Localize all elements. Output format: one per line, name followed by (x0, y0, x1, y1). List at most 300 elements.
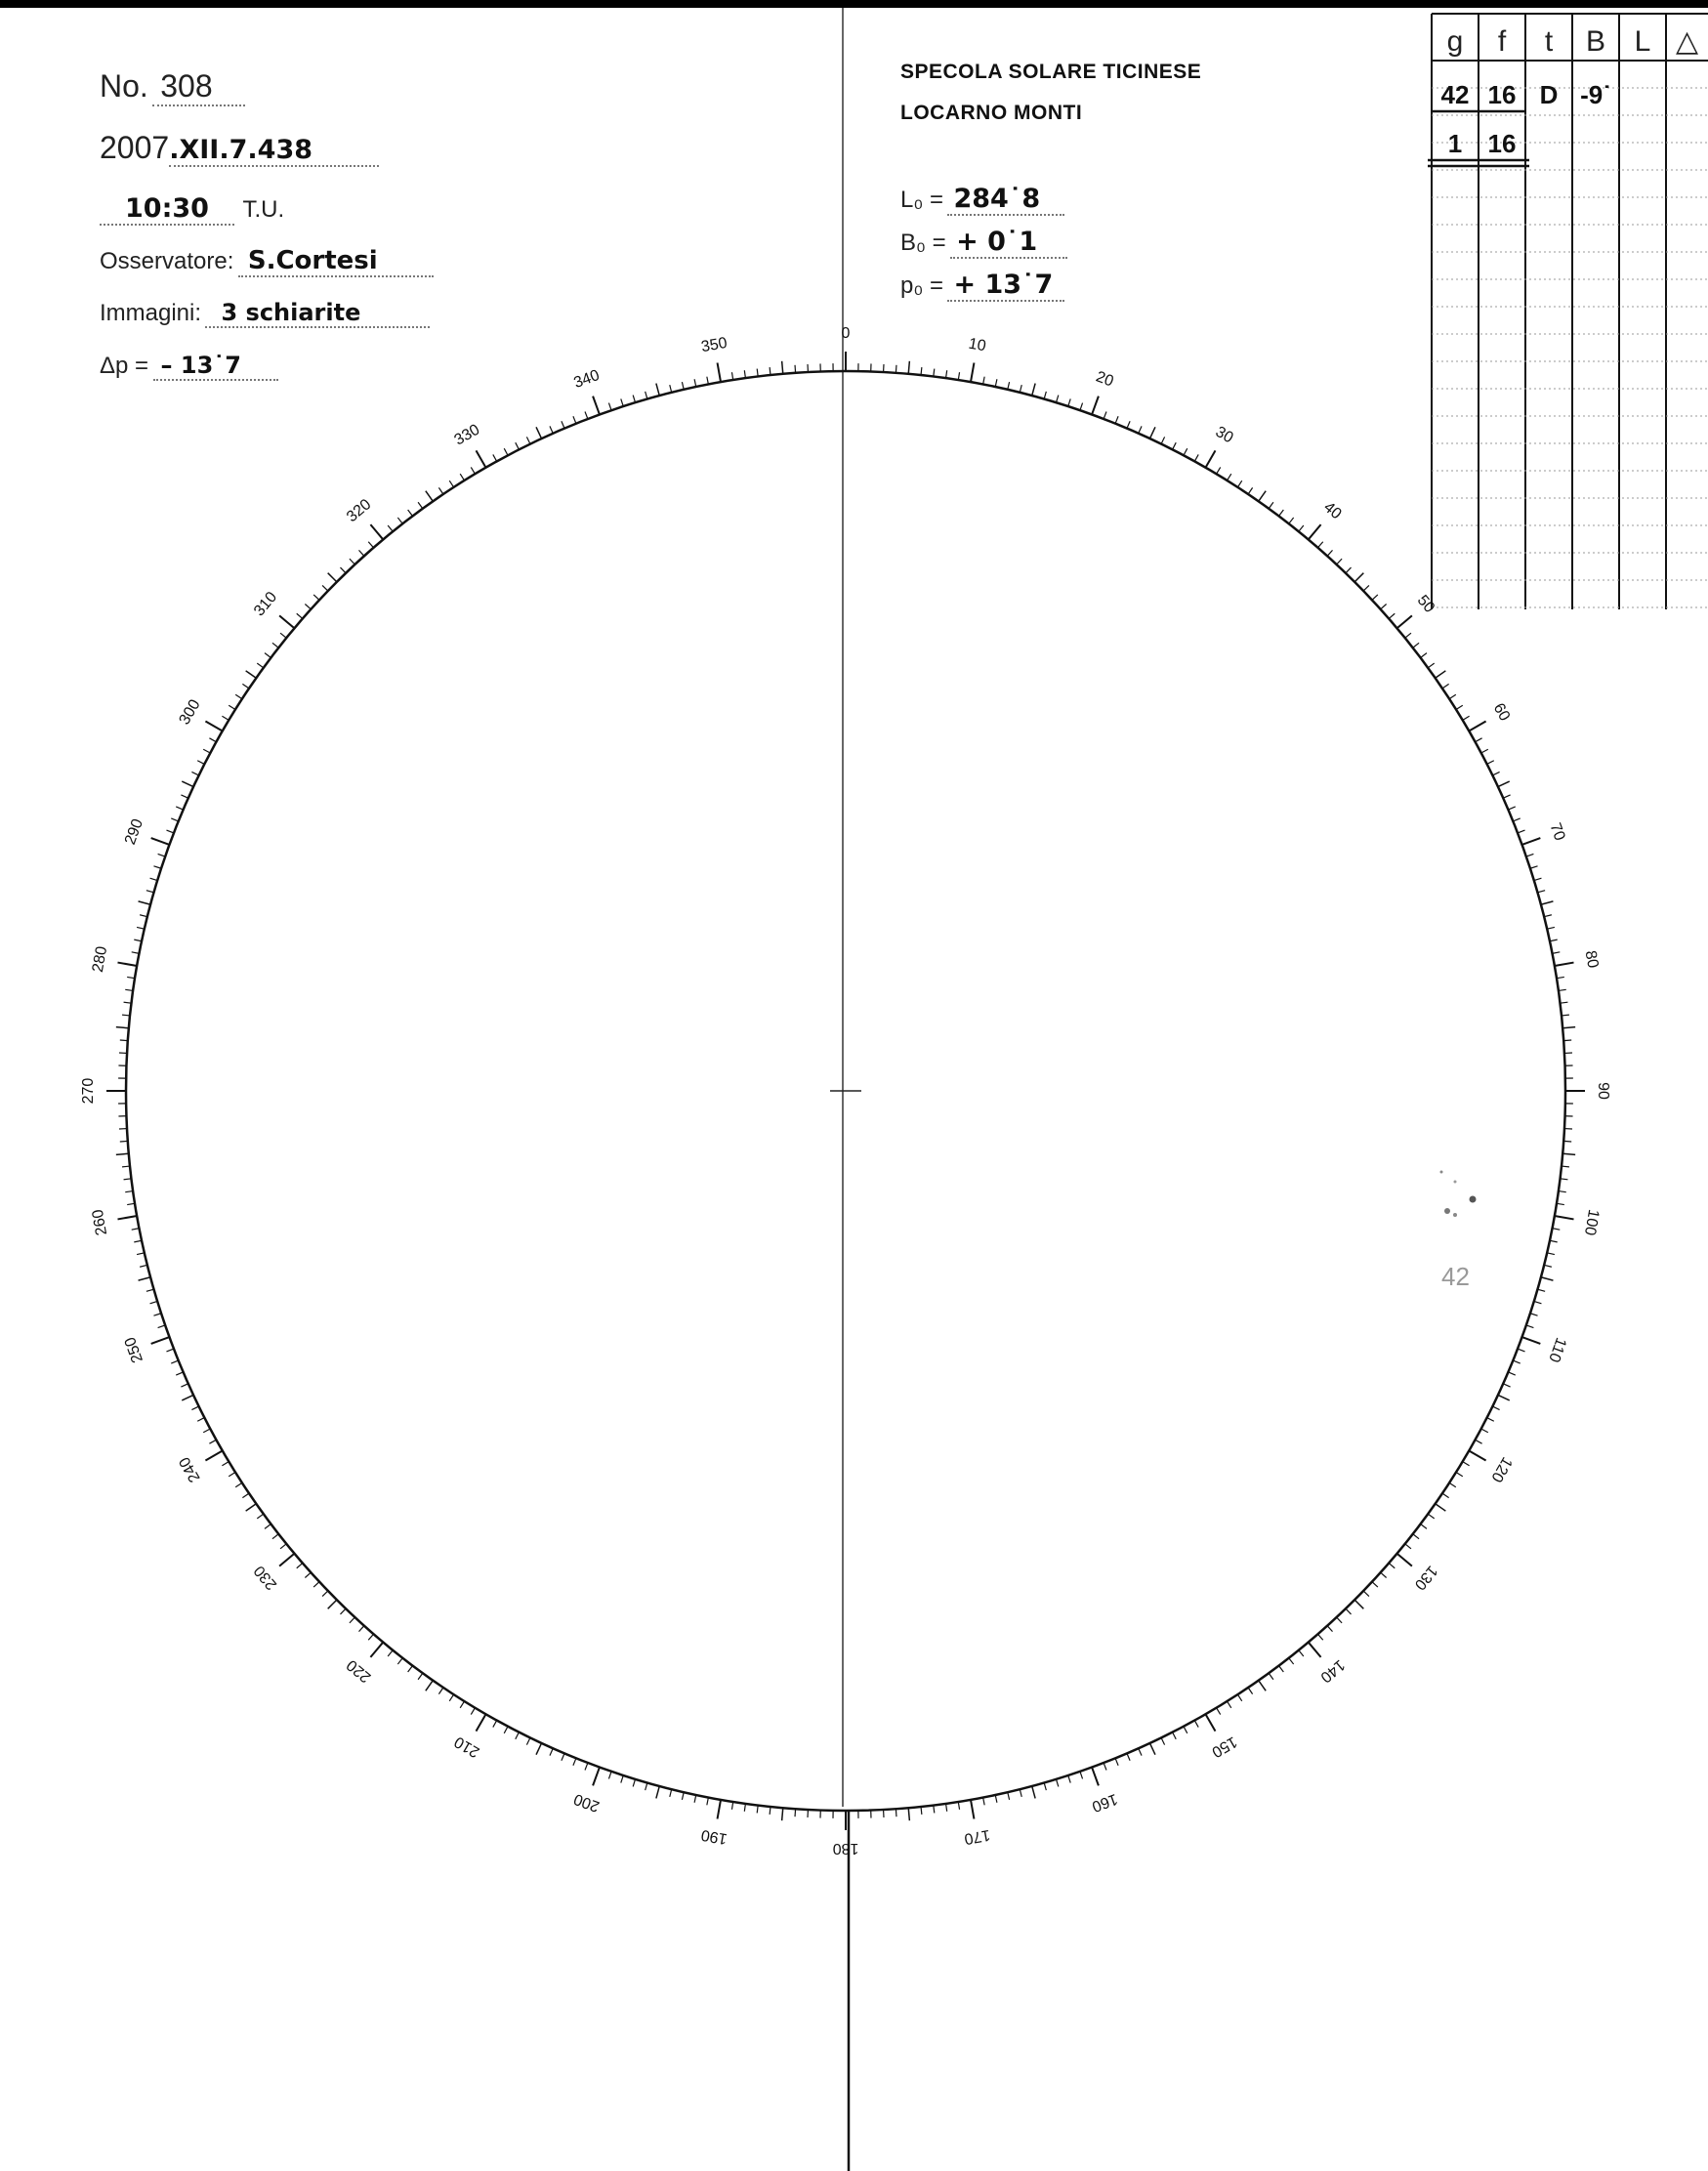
dial-tick (460, 474, 464, 480)
dial-tick (182, 781, 193, 786)
dial-tick (934, 1806, 935, 1814)
dial-tick (682, 1792, 684, 1800)
dial-tick (370, 1643, 383, 1657)
dial-tick (1363, 1591, 1369, 1597)
table-header-cell: t (1544, 25, 1554, 58)
dial-tick (1279, 1666, 1284, 1672)
dial-tick (1139, 426, 1142, 433)
dial-tick (1552, 952, 1560, 954)
dial-tick (1068, 398, 1070, 406)
dial-tick (1389, 1564, 1395, 1568)
dial-tick (203, 749, 210, 753)
dial-tick (1421, 1524, 1427, 1529)
dial-tick (1269, 502, 1273, 508)
delta-p-label: Δp = (100, 353, 149, 379)
dial-tick (1372, 1582, 1378, 1587)
dial-tick (477, 450, 486, 467)
dial-tick (438, 1688, 442, 1694)
dial-tick (656, 1786, 659, 1799)
dial-label: 210 (451, 1733, 483, 1761)
dial-label: 120 (1487, 1453, 1516, 1485)
dial-tick (744, 370, 745, 378)
dial-label: 270 (80, 1077, 98, 1105)
dial-label: 130 (1410, 1562, 1440, 1594)
dial-tick (1534, 878, 1542, 880)
dial-tick (718, 1800, 721, 1819)
dial-tick (460, 1701, 464, 1708)
table-header-cell: L (1634, 25, 1651, 58)
dial-tick (340, 567, 346, 573)
dial-tick (1537, 891, 1545, 893)
dial-tick (908, 361, 909, 374)
dial-tick (1518, 830, 1524, 833)
table-cell: 16 (1487, 129, 1517, 158)
dial-tick (1127, 1753, 1130, 1760)
dial-tick (1127, 421, 1130, 428)
dial-tick (265, 653, 271, 658)
dial-tick (449, 480, 453, 487)
heliographic-dial (80, 8, 1611, 2171)
dial-tick (477, 1714, 486, 1731)
dial-tick (449, 1694, 453, 1701)
sunspot (1440, 1171, 1443, 1174)
dial-tick (707, 1797, 709, 1805)
dial-label: 250 (121, 1334, 147, 1365)
dial-tick (526, 1737, 530, 1744)
dial-tick (1405, 1544, 1411, 1549)
L0-value: 284˙8 (953, 184, 1041, 214)
dial-tick (1547, 927, 1555, 929)
dial-tick (1469, 1451, 1485, 1461)
dial-tick (646, 1782, 647, 1790)
dial-tick (197, 761, 204, 765)
dial-label: 350 (699, 334, 729, 356)
dial-tick (246, 671, 257, 678)
dial-tick (297, 1564, 303, 1568)
dial-tick (120, 1040, 128, 1041)
dial-tick (1354, 573, 1363, 582)
dial-tick (1559, 1191, 1566, 1192)
dial-tick (946, 1804, 947, 1812)
dial-tick (181, 795, 187, 798)
B0-value: + 0˙1 (956, 227, 1038, 257)
images-value: 3 schiarite (221, 299, 361, 326)
dial-tick (1389, 613, 1395, 618)
dial-tick (471, 467, 475, 474)
dial-tick (1173, 442, 1177, 449)
dial-tick (1115, 416, 1118, 423)
dial-tick (139, 1277, 151, 1280)
dial-tick (1557, 977, 1564, 978)
dial-tick (1161, 1737, 1165, 1744)
time-unit: T.U. (242, 196, 285, 223)
table-header-cell: △ (1675, 25, 1699, 58)
dial-tick (1559, 989, 1566, 990)
dial-tick (1092, 397, 1099, 415)
dial-tick (137, 1253, 145, 1255)
dial-tick (340, 1608, 346, 1614)
dial-label: 340 (571, 366, 603, 393)
dial-tick (958, 1802, 959, 1810)
table-header-cell: f (1497, 25, 1507, 58)
dial-tick (127, 977, 135, 978)
dial-tick (1492, 772, 1499, 775)
dial-tick (1337, 559, 1342, 564)
L0-label: L₀ = (900, 187, 943, 213)
dial-tick (921, 367, 922, 375)
dial-tick (418, 1673, 423, 1679)
observatory-location: LOCARNO MONTI (900, 102, 1083, 124)
dial-tick (1522, 1337, 1541, 1344)
dial-tick (1318, 542, 1323, 548)
dial-tick (1530, 1314, 1538, 1315)
dial-tick (265, 1524, 271, 1529)
table-cell: 16 (1487, 80, 1517, 109)
dial-tick (124, 1179, 132, 1180)
dial-tick (1405, 633, 1411, 638)
dial-tick (1428, 1514, 1434, 1519)
dial-tick (1503, 795, 1510, 798)
dial-tick (1541, 1277, 1554, 1280)
dial-tick (983, 377, 985, 385)
dial-tick (176, 807, 183, 810)
dial-tick (279, 615, 294, 628)
dial-tick (1469, 722, 1485, 731)
dial-label: 140 (1316, 1655, 1349, 1686)
dial-tick (621, 1775, 623, 1783)
dial-tick (1563, 1141, 1571, 1142)
dial-tick (1237, 480, 1241, 487)
dial-label: 30 (1212, 423, 1236, 447)
dial-tick (1487, 1418, 1494, 1422)
dial-tick (646, 392, 647, 399)
dial-label: 100 (1580, 1207, 1603, 1237)
dial-tick (1381, 604, 1387, 608)
dial-tick (205, 722, 222, 731)
dial-tick (1413, 1534, 1419, 1539)
dial-tick (1544, 1265, 1552, 1267)
dial-tick (757, 369, 758, 377)
dial-tick (408, 510, 413, 516)
dial-tick (191, 772, 198, 775)
dial-tick (1381, 1572, 1387, 1577)
dial-tick (1237, 1694, 1241, 1701)
dial-tick (1327, 550, 1332, 556)
dial-tick (205, 1451, 222, 1461)
dial-tick (516, 442, 520, 449)
dial-tick (770, 1807, 771, 1815)
dial-tick (1104, 1763, 1106, 1770)
table-cell: 42 (1440, 80, 1470, 109)
dial-tick (158, 1325, 166, 1328)
dial-tick (1346, 1608, 1352, 1614)
dial-label: 80 (1581, 949, 1602, 970)
dial-tick (124, 1002, 132, 1003)
dial-tick (1115, 1758, 1118, 1765)
dial-label: 170 (962, 1825, 992, 1848)
dial-tick (1561, 1179, 1568, 1180)
dial-tick (139, 901, 151, 904)
dial-tick (536, 1743, 541, 1755)
dial-tick (1530, 866, 1538, 868)
dial-tick (235, 694, 242, 698)
dial-tick (1299, 1650, 1304, 1656)
dial-tick (166, 1349, 173, 1352)
dial-tick (593, 397, 600, 415)
table-cell: 1 (1447, 129, 1463, 158)
dial-tick (995, 1795, 997, 1803)
dial-tick (562, 421, 564, 428)
dial-tick (1217, 1708, 1221, 1715)
dial-tick (1318, 1634, 1323, 1640)
dial-tick (1080, 403, 1083, 411)
dial-tick (1526, 1325, 1534, 1328)
dial-tick (562, 1753, 564, 1760)
dial-tick (1397, 1554, 1412, 1566)
dial-tick (1456, 1473, 1463, 1477)
dial-tick (1008, 1792, 1010, 1800)
dial-tick (1534, 1301, 1542, 1303)
dial-tick (1463, 716, 1470, 720)
dial-tick (150, 878, 158, 880)
dial-tick (368, 542, 373, 548)
dial-tick (795, 365, 796, 373)
dial-tick (1104, 411, 1106, 418)
dial-tick (1562, 1015, 1569, 1016)
dial-tick (132, 1229, 140, 1231)
dial-tick (516, 1733, 520, 1739)
dial-tick (757, 1806, 758, 1814)
dial-label: 0 (841, 325, 851, 343)
sunspot (1444, 1208, 1450, 1214)
dial-tick (203, 1429, 210, 1433)
dial-tick (1563, 1040, 1571, 1041)
dial-tick (694, 1795, 696, 1803)
dial-tick (1421, 653, 1427, 658)
sunspot-group-label: 42 (1441, 1262, 1470, 1291)
dial-tick (134, 1240, 142, 1242)
dial-tick (1552, 1229, 1560, 1231)
dial-tick (191, 1406, 198, 1410)
dial-tick (731, 372, 732, 380)
dial-tick (694, 379, 696, 387)
dial-tick (166, 830, 173, 833)
dial-tick (504, 448, 508, 455)
dial-tick (176, 1372, 183, 1375)
dial-tick (1498, 781, 1510, 786)
dial-tick (1541, 901, 1554, 904)
sunspot-group-42 (1440, 1171, 1477, 1292)
dial-tick (1032, 1786, 1035, 1799)
dial-tick (934, 369, 935, 377)
delta-p-value: – 13˙7 (160, 352, 241, 379)
dial-label: 240 (176, 1453, 204, 1485)
dial-tick (718, 363, 721, 383)
dial-tick (438, 487, 442, 494)
dial-tick (908, 1808, 909, 1820)
dial-tick (1173, 1733, 1177, 1739)
dial-tick (1463, 1462, 1470, 1466)
dial-tick (1354, 1600, 1363, 1608)
dial-tick (120, 1141, 128, 1142)
dial-tick (493, 454, 497, 461)
date-value: .XII.7.438 (169, 135, 313, 165)
dial-tick (1481, 1429, 1488, 1433)
observer-label: Osservatore: (100, 248, 234, 274)
dial-tick (1372, 595, 1378, 600)
dial-tick (118, 1216, 138, 1219)
dial-tick (150, 1301, 158, 1303)
dial-tick (1056, 1779, 1058, 1787)
dial-tick (426, 1681, 433, 1691)
dial-tick (246, 1504, 257, 1511)
dial-tick (358, 550, 363, 556)
dial-tick (397, 1658, 402, 1664)
dial-tick (116, 1153, 129, 1154)
dial-tick (1044, 392, 1046, 399)
dial-tick (621, 398, 623, 406)
dial-tick (707, 377, 709, 385)
dial-tick (1555, 963, 1574, 966)
number-label: No. (100, 68, 148, 104)
dial-label: 160 (1089, 1789, 1120, 1816)
dial-tick (633, 396, 635, 403)
p0-value: + 13˙7 (953, 270, 1054, 300)
dial-tick (122, 1166, 130, 1167)
dial-tick (222, 716, 229, 720)
dial-tick (1161, 437, 1165, 443)
dial-tick (1562, 1153, 1575, 1154)
p0-label: p₀ = (900, 272, 943, 299)
dial-tick (305, 1572, 311, 1577)
dial-tick (971, 1800, 974, 1819)
dial-tick (585, 1763, 588, 1770)
dial-tick (1299, 525, 1304, 531)
sunspot (1470, 1196, 1477, 1203)
time-value: 10:30 (125, 193, 209, 224)
dial-label: 300 (176, 696, 204, 729)
dial-tick (127, 1203, 135, 1204)
dial-tick (770, 367, 771, 375)
dial-tick (1363, 585, 1369, 591)
dial-tick (158, 854, 166, 856)
dial-tick (272, 643, 278, 647)
dial-tick (1149, 427, 1154, 438)
dial-tick (146, 891, 154, 893)
dial-tick (370, 524, 383, 539)
dial-tick (1498, 1395, 1510, 1399)
dial-tick (1056, 396, 1058, 403)
dial-tick (1547, 1253, 1555, 1255)
dial-tick (550, 426, 553, 433)
dial-tick (1020, 385, 1021, 393)
dial-tick (1337, 1617, 1342, 1623)
dial-tick (153, 866, 161, 868)
dial-tick (504, 1727, 508, 1733)
dial-label: 40 (1320, 498, 1345, 523)
dial-tick (1259, 1681, 1266, 1691)
dial-tick (1508, 807, 1515, 810)
dial-tick (670, 385, 672, 393)
dial-tick (1068, 1775, 1070, 1783)
dial-tick (426, 491, 433, 502)
dial-tick (471, 1708, 475, 1715)
dial-tick (1555, 1216, 1574, 1219)
dial-label: 60 (1489, 700, 1514, 725)
dial-tick (1309, 1643, 1321, 1657)
dial-tick (297, 613, 303, 618)
dial-tick (229, 705, 235, 709)
dial-tick (132, 952, 140, 954)
dial-tick (573, 1758, 576, 1765)
dial-tick (235, 1482, 242, 1486)
dial-tick (1228, 474, 1231, 480)
dial-tick (1518, 1349, 1524, 1352)
dial-tick (1442, 1493, 1449, 1497)
dial-tick (197, 1418, 204, 1422)
dial-label: 200 (571, 1789, 603, 1816)
dial-tick (1522, 838, 1541, 845)
dial-tick (1184, 448, 1187, 455)
dial-tick (1562, 1027, 1575, 1028)
dial-tick (1436, 671, 1446, 678)
dial-tick (1184, 1727, 1187, 1733)
dial-label: 90 (1594, 1082, 1611, 1100)
sunspot (1453, 1213, 1457, 1217)
dial-tick (1008, 382, 1010, 390)
dial-tick (1481, 749, 1488, 753)
images-label: Immagini: (100, 300, 202, 326)
dial-tick (397, 518, 402, 523)
dial-tick (140, 1265, 147, 1267)
dial-tick (1044, 1782, 1046, 1790)
dial-tick (1206, 450, 1216, 467)
dial-tick (1456, 705, 1463, 709)
dial-tick (171, 818, 178, 821)
dial-tick (608, 1772, 611, 1779)
dial-tick (305, 604, 311, 608)
dial-tick (1436, 1504, 1446, 1511)
observatory-name: SPECOLA SOLARE TICINESE (900, 61, 1202, 83)
date-prefix: 2007 (100, 130, 170, 165)
dial-label: 280 (89, 944, 111, 975)
dial-tick (983, 1797, 985, 1805)
dial-tick (418, 502, 423, 508)
dial-tick (151, 838, 170, 845)
dial-tick (280, 633, 286, 638)
dial-tick (1508, 1372, 1515, 1375)
dial-tick (1503, 1384, 1510, 1387)
dial-tick (971, 363, 974, 383)
dial-tick (1139, 1748, 1142, 1755)
dial-tick (782, 1808, 783, 1820)
dial-tick (1513, 818, 1520, 821)
dial-tick (388, 1650, 393, 1656)
dial-tick (682, 382, 684, 390)
dial-tick (670, 1789, 672, 1797)
dial-tick (1032, 384, 1035, 397)
dial-tick (222, 1462, 229, 1466)
dial-label: 310 (251, 588, 281, 620)
dial-label: 330 (451, 421, 483, 449)
dial-label: 10 (967, 335, 987, 355)
dial-tick (1346, 567, 1352, 573)
dial-tick (1279, 510, 1284, 516)
dial-tick (493, 1721, 497, 1728)
dial-tick (1309, 524, 1321, 539)
dial-tick (1562, 1166, 1569, 1167)
dial-tick (1476, 738, 1482, 742)
